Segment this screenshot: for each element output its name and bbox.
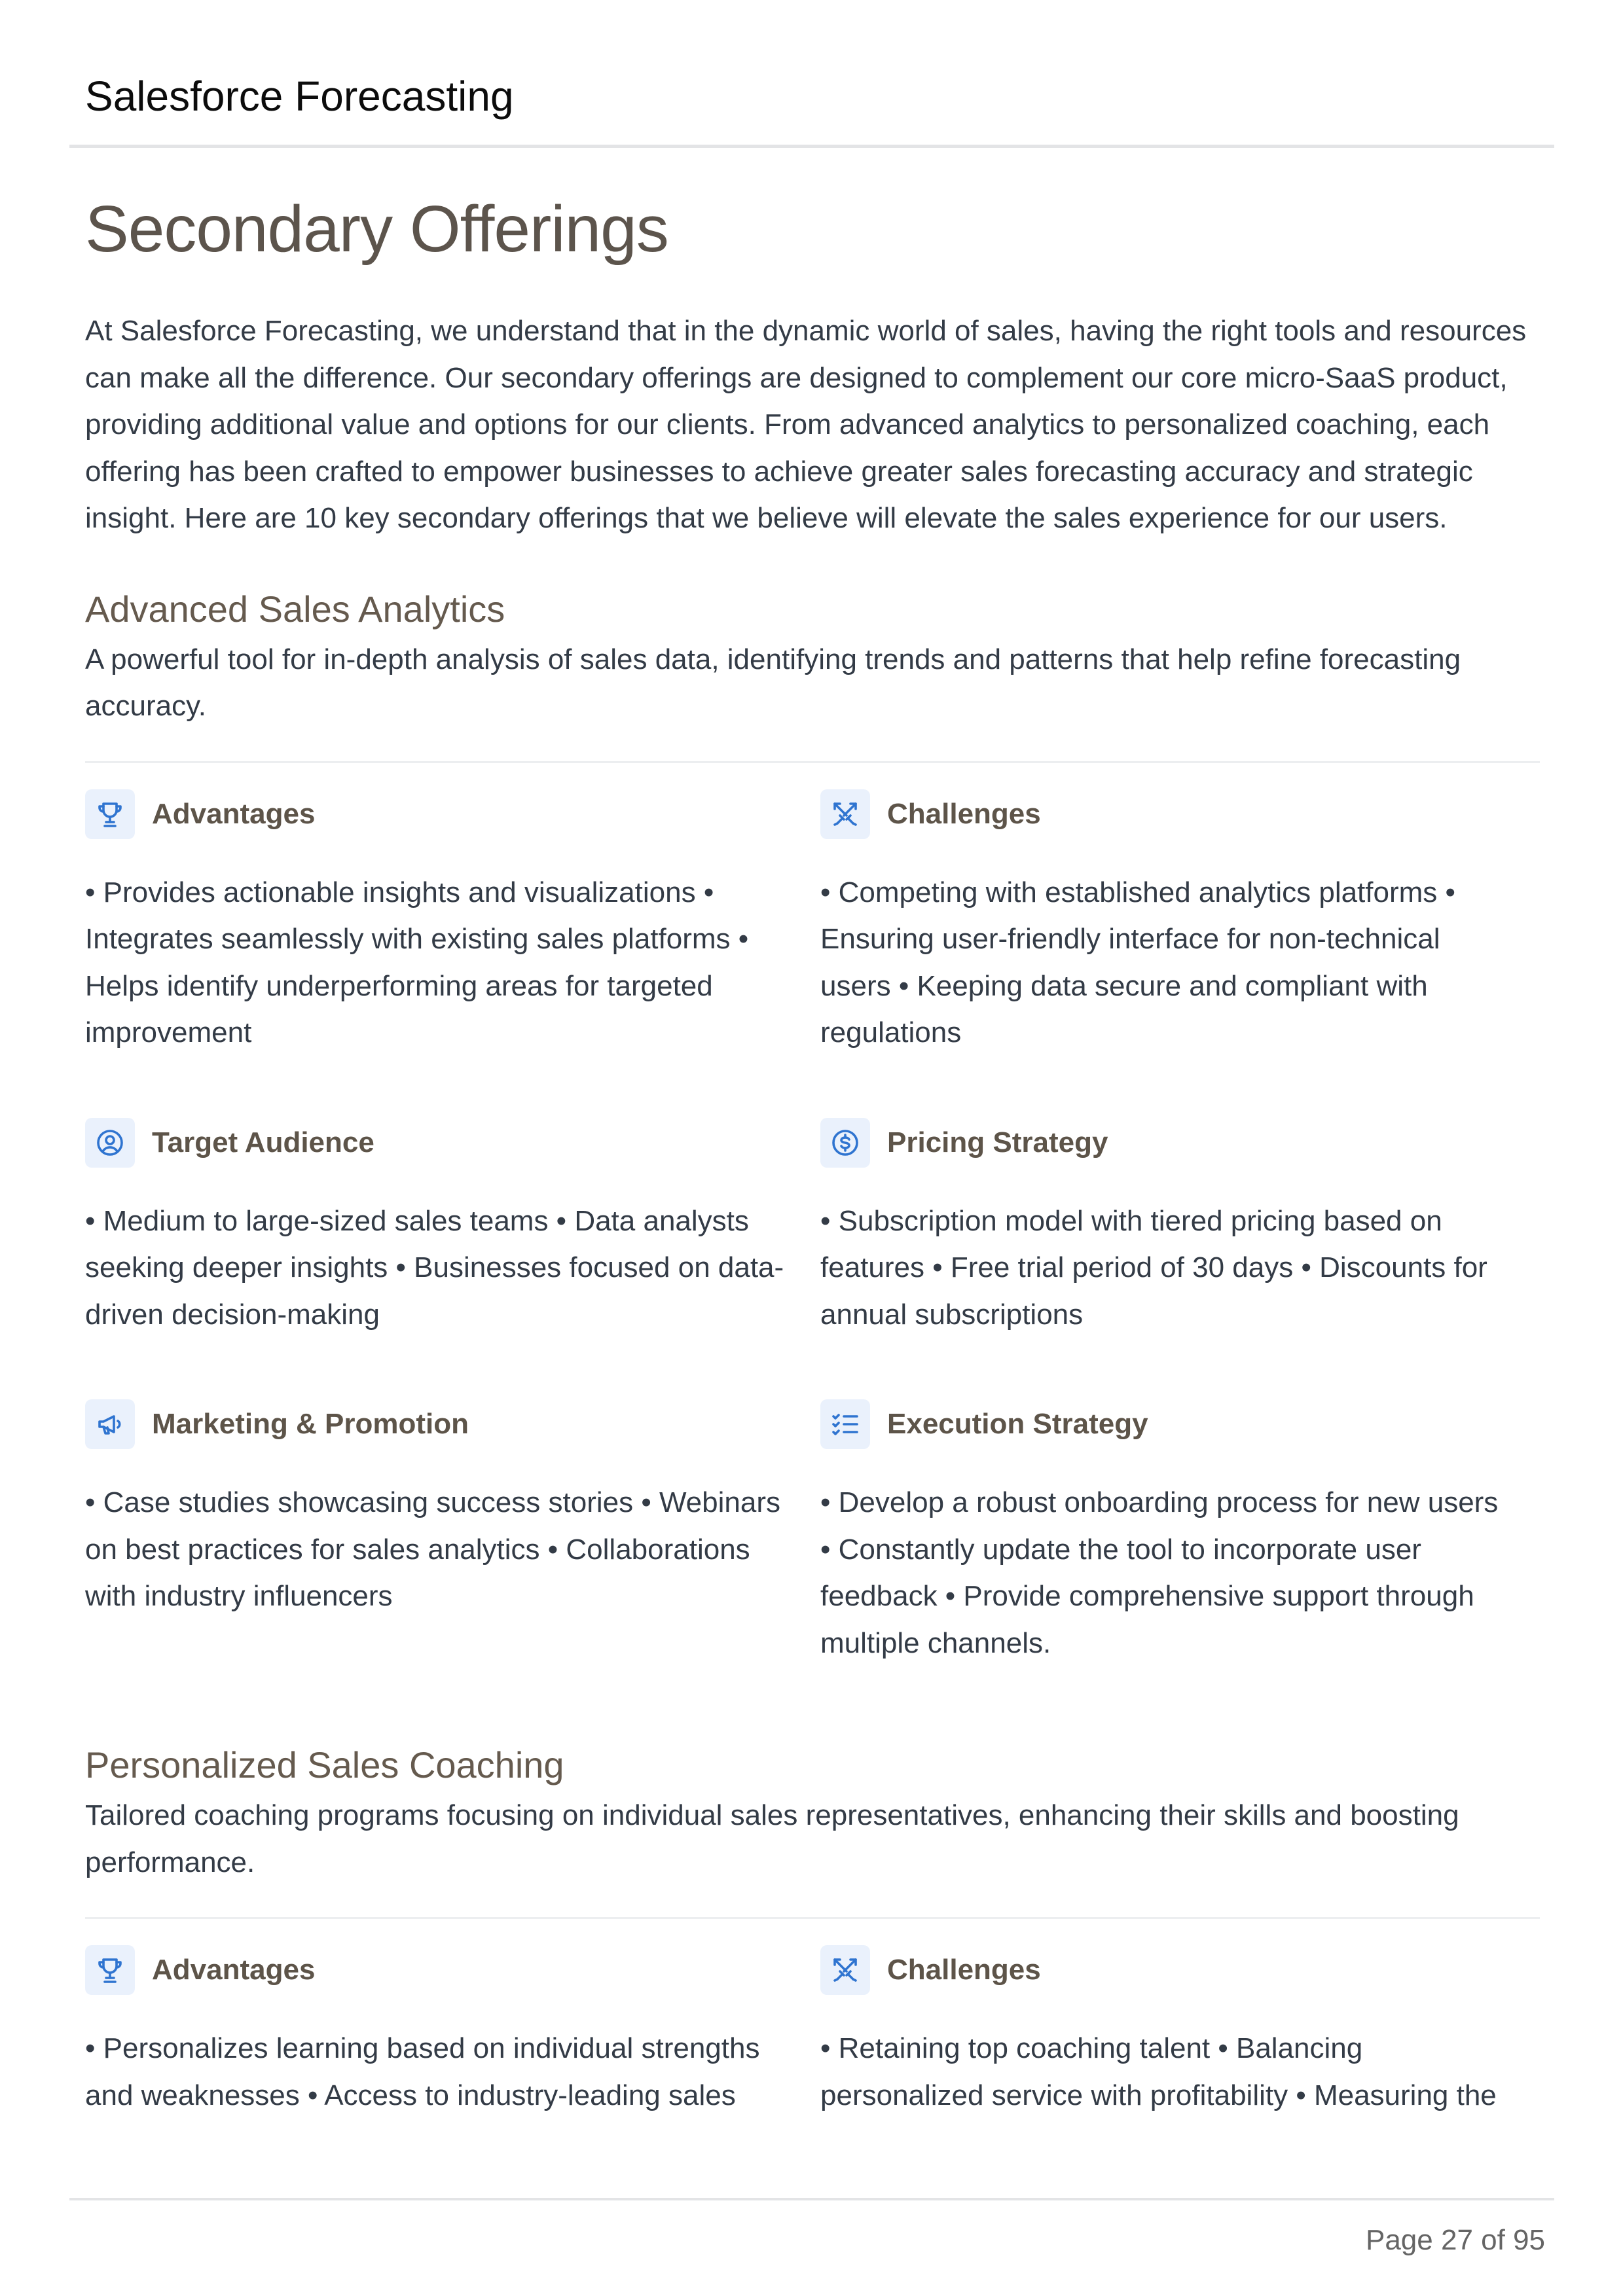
- main-content: [85, 183, 1540, 2179]
- challenges-section: [820, 788, 1540, 1056]
- offering-details-grid: [85, 1944, 1540, 2179]
- pricing-strategy-section: [820, 1117, 1540, 1338]
- section-body: • Develop a robust onboarding process for new users • Constantly update the tool to incorporate user feedback • Provide comprehensive support through multiple channels.: [820, 1486, 1499, 1659]
- page-title: Secondary Offerings: [85, 192, 668, 266]
- advantages-section: [85, 1944, 820, 2119]
- offering-description: A powerful tool for in-depth analysis of sales data, identifying trends and patterns that help refine forecasting accuracy.: [85, 636, 1540, 763]
- section-body: • Competing with established analytics platforms • Ensuring user-friendly interface for non-technical users • Keeping data secure and compliant with regulations: [820, 876, 1455, 1049]
- section-title: Pricing Strategy: [887, 1126, 1108, 1158]
- dollar-circle-icon: [820, 1118, 870, 1168]
- target-audience-section: [85, 1117, 820, 1338]
- section-body: • Medium to large-sized sales teams • Data analysts seeking deeper insights • Businesses focused on data-driven decision-making: [85, 1204, 784, 1331]
- brand-name: Salesforce Forecasting: [85, 73, 514, 120]
- execution-strategy-section: [820, 1398, 1540, 1666]
- section-title: Challenges: [887, 797, 1041, 830]
- crossed-swords-icon: [820, 789, 870, 839]
- section-title: Target Audience: [152, 1126, 374, 1158]
- section-body: • Subscription model with tiered pricing based on features • Free trial period of 30 days • Discounts for annual subscriptions: [820, 1204, 1487, 1331]
- section-title: Advantages: [152, 797, 316, 830]
- user-circle-icon: [85, 1118, 135, 1168]
- trophy-icon: [85, 1945, 135, 1995]
- page-footer: [69, 2198, 1554, 2256]
- marketing-promotion-section: [85, 1398, 820, 1666]
- advantages-section: [85, 788, 820, 1056]
- section-title: Challenges: [887, 1954, 1041, 1986]
- offering-personalized-sales-coaching: [85, 1742, 1540, 2179]
- section-title: Advantages: [152, 1954, 316, 1986]
- section-title: Marketing & Promotion: [152, 1408, 469, 1440]
- offering-title: Personalized Sales Coaching: [85, 1744, 564, 1785]
- offering-description: Tailored coaching programs focusing on individual sales representatives, enhancing their skills and boosting performance.: [85, 1792, 1540, 1919]
- offering-title: Advanced Sales Analytics: [85, 588, 505, 630]
- megaphone-icon: [85, 1399, 135, 1449]
- crossed-swords-icon: [820, 1945, 870, 1995]
- section-body: • Provides actionable insights and visualizations • Integrates seamlessly with existing sales platforms • Helps identify underperforming areas for targeted improvement: [85, 876, 749, 1049]
- offering-details-grid: [85, 788, 1540, 1727]
- section-body: • Retaining top coaching talent • Balancing personalized service with profitability • Measuring the: [820, 2032, 1497, 2111]
- page-number: Page 27 of 95: [1365, 2224, 1545, 2256]
- checklist-icon: [820, 1399, 870, 1449]
- section-title: Execution Strategy: [887, 1408, 1148, 1440]
- intro-paragraph: At Salesforce Forecasting, we understand that in the dynamic world of sales, having the right tools and resources can make all the difference. Our secondary offerings are designed to complement our core micro-SaaS product, providing additional value and options for our clients. From advanced analytics to personalized coaching, each offering has been crafted to empower businesses to achieve greater sales forecasting accuracy and strategic insight. Here are 10 key secondary offerings that we believe will elevate the sales experience for our users.: [85, 315, 1527, 534]
- offering-advanced-sales-analytics: [85, 586, 1540, 1727]
- section-body: • Case studies showcasing success stories • Webinars on best practices for sales analytics • Collaborations with industry influencers: [85, 1486, 780, 1612]
- section-body: • Personalizes learning based on individual strengths and weaknesses • Access to industry-leading sales: [85, 2032, 760, 2111]
- challenges-section: [820, 1944, 1540, 2119]
- trophy-icon: [85, 789, 135, 839]
